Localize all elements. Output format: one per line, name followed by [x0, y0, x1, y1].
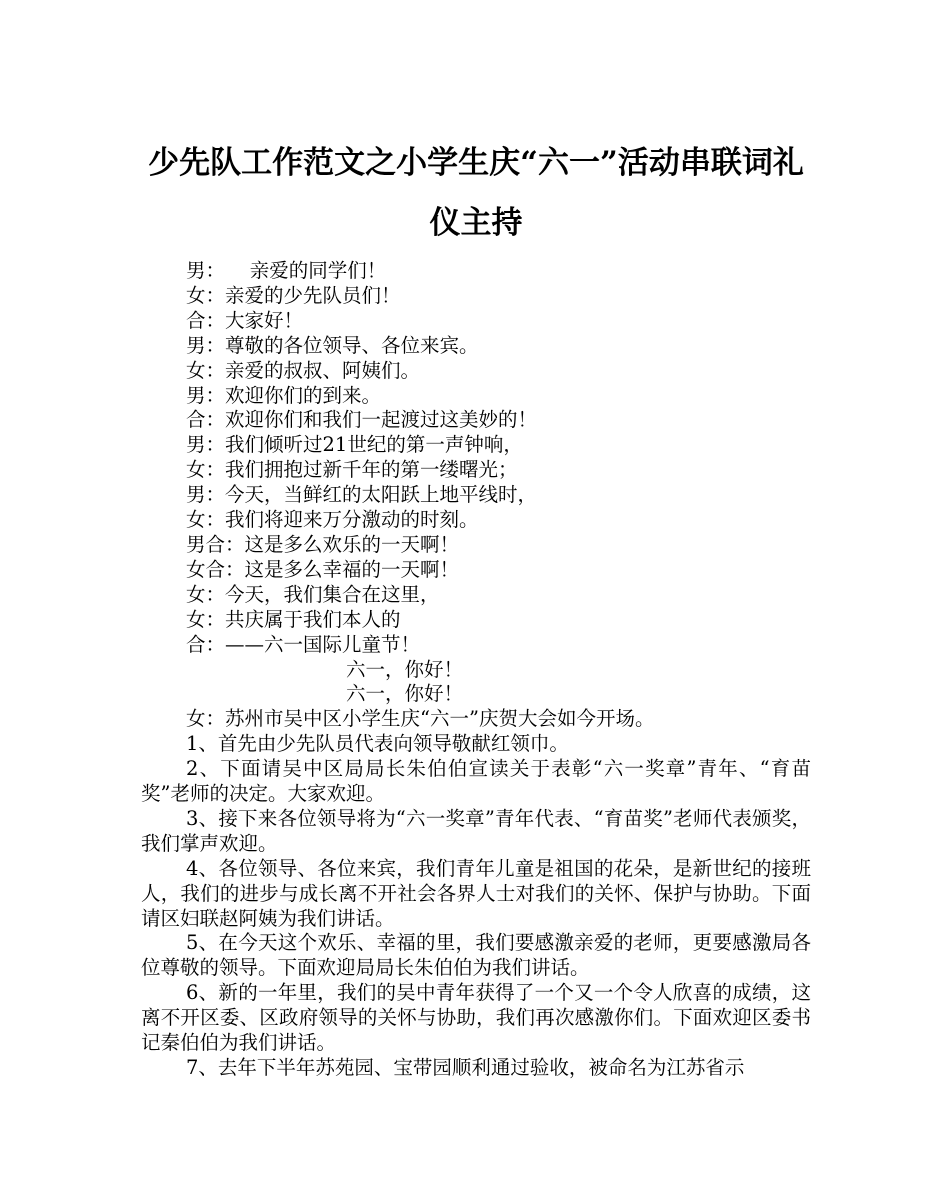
- program-paragraph: 4、各位领导、各位来宾，我们青年儿童是祖国的花朵，是新世纪的接班人，我们的进步与成长离不开社会各界人士对我们的关怀、保护与协助。下面请区妇联赵阿姨为我们讲话。: [141, 856, 811, 930]
- dialogue-line: 合：大家好！: [186, 308, 304, 332]
- program-paragraph: 7、去年下半年苏苑园、宝带园顺利通过验收，被命名为江苏省示: [186, 1056, 745, 1079]
- program-paragraph: 3、接下来各位领导将为“六一奖章”青年代表、“育苗奖”老师代表颁奖，我们掌声欢迎。: [141, 806, 811, 855]
- dialogue-line: 男：欢迎你们的到来。: [186, 383, 382, 407]
- dialogue-line: 男：尊敬的各位领导、各位来宾。: [186, 333, 479, 357]
- dialogue-line: 合：——六一国际儿童节！: [186, 632, 421, 656]
- dialogue-line: 男合：这是多么欢乐的一天啊！: [186, 532, 460, 556]
- program-paragraph: 6、新的一年里，我们的吴中青年获得了一个又一个令人欣喜的成绩，这离不开区委、区政府领导的关怀与协助，我们再次感激你们。下面欢迎区委书记秦伯伯为我们讲话。: [141, 981, 811, 1055]
- dialogue-line: 女：共庆属于我们本人的: [186, 607, 401, 631]
- document-title: 少先队工作范文之小学生庆“六一”活动串联词礼仪主持: [148, 145, 804, 241]
- dialogue-line: 女：今天，我们集合在这里，: [186, 582, 440, 606]
- dialogue-line: 男：今天，当鲜红的太阳跃上地平线时，: [186, 483, 538, 507]
- program-paragraph: 2、下面请吴中区局局长朱伯伯宣读关于表彰“六一奖章”青年、“育苗奖”老师的决定。大家欢迎。: [141, 757, 811, 806]
- program-paragraph: 1、首先由少先队员代表向领导敬献红领巾。: [186, 732, 569, 756]
- dialogue-line: 女：亲爱的少先队员们！: [186, 283, 401, 307]
- dialogue-line: 男： 亲爱的同学们！: [186, 259, 387, 282]
- greeting-line: 六一，你好！: [346, 682, 464, 706]
- dialogue-line: 女合：这是多么幸福的一天啊！: [186, 557, 460, 581]
- dialogue-line: 女：我们拥抱过新千年的第一缕曙光；: [186, 458, 518, 482]
- dialogue-line: 女：亲爱的叔叔、阿姨们。: [186, 358, 421, 382]
- dialogue-line: 男：我们倾听过21世纪的第一声钟响，: [186, 433, 523, 457]
- dialogue-line: 女：我们将迎来万分激动的时刻。: [186, 508, 479, 532]
- document-body: [141, 259, 811, 1081]
- dialogue-line: 合：欢迎你们和我们一起渡过这美妙的！: [186, 408, 538, 432]
- opening-line: 女：苏州市吴中区小学生庆“六一”庆贺大会如今开场。: [186, 707, 655, 731]
- greeting-line: 六一，你好！: [346, 657, 464, 681]
- program-paragraph: 5、在今天这个欢乐、幸福的里，我们要感激亲爱的老师，更要感激局各位尊敬的领导。下面欢迎局局长朱伯伯为我们讲话。: [141, 931, 811, 980]
